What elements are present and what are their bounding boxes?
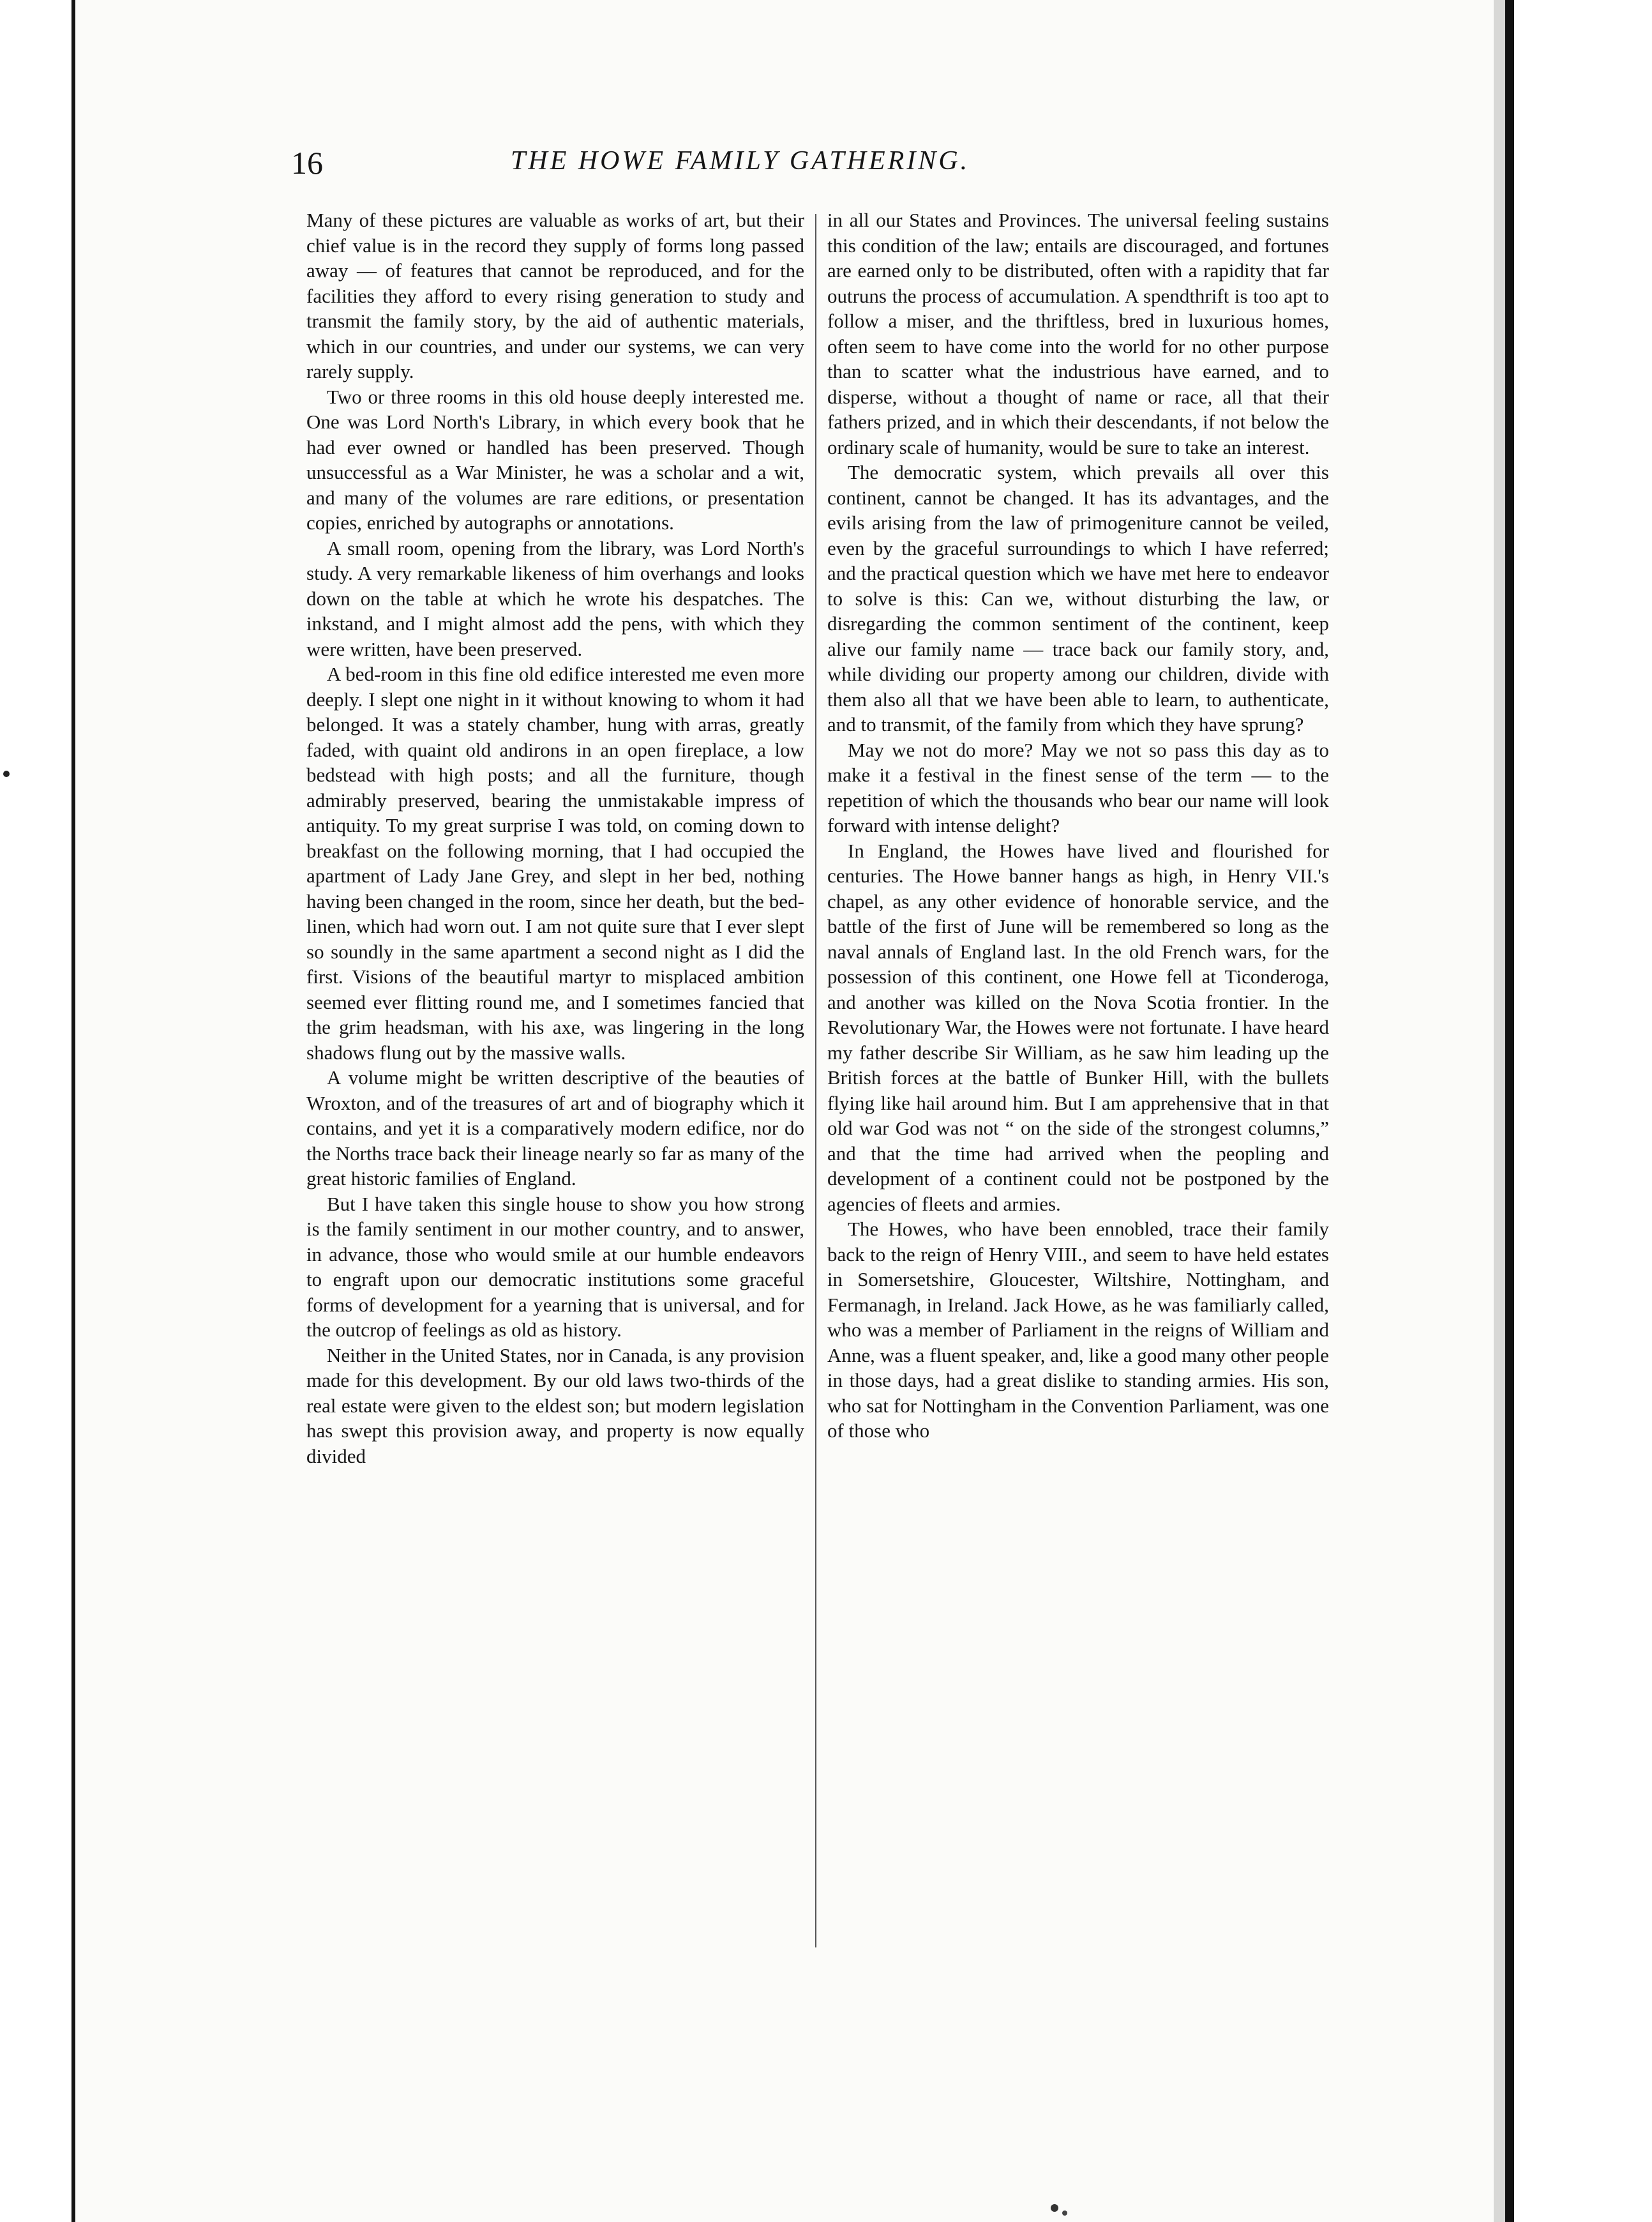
- paragraph: A volume might be written descriptive of the beauties of Wroxton, and of the treasures of art and of biography which it contains, and yet it is a comparatively modern edifice, nor do the Norths trace back their lineage nearly so far as many of the great historic families of England.: [306, 1066, 804, 1190]
- paragraph: The Howes, who have been ennobled, trace their family back to the reign of Henry VIII., and seem to have held estates in Somersetshire, Gloucester, Wiltshire, Nottingham, and Fermanagh, in Ireland. Jack Howe, as he was familiarly called, who was a member of Parliament in the reigns of William and Anne, was a fluent speaker, and, like a good many other people in those days, had a great dislike to standing armies. His son, who sat for Nottingham in the Convention Parliament, was one of those who: [827, 1218, 1329, 1442]
- paragraph: Neither in the United States, nor in Canada, is any provision made for this development. By our old laws two-thirds of the real estate were given to the eldest son; but modern legislation has swept this provision away, and property is now equally divided: [306, 1343, 804, 1467]
- paragraph: The democratic system, which prevails all over this continent, cannot be changed. It has its advantages, and the evils arising from the law of primogeniture cannot be veiled, even by the graceful surroundings to which I have referred; and the practical question which we have met here to endeavor to solve is this: Can we, without disturbing the law, or disregarding the common sentiment of the continent, keep alive our family name — trace back our family story, and, while dividing our property among our children, divide with them also all that we have been able to learn, to authenticate, and to transmit, of the family from which they have sprung?: [827, 461, 1329, 736]
- paragraph: In England, the Howes have lived and flourished for centuries. The Howe banner hangs as high, in Henry VII.'s chapel, as any other evidence of honorable service, and the battle of the first of June will be remembered so long as the naval annals of England last. In the old French wars, for the possession of this continent, one Howe fell at Ticonderoga, and another was killed on the Nova Scotia frontier. In the Revolutionary War, the Howes were not fortunate. I have heard my father describe Sir William, as he saw him leading up the British forces at the battle of Bunker Hill, with the bullets flying like hail around him. But I am apprehensive that in that old war God was not “ on the side of the strongest columns,” and that the time had arrived when the peopling and development of a continent could not be postponed by the agencies of fleets and armies.: [827, 839, 1329, 1215]
- paragraph: But I have taken this single house to show you how strong is the family sentiment in our mother country, and to answer, in advance, those who would smile at our humble endeavors to engraft upon our democratic institutions some graceful forms of development for a yearning that is universal, and for the outcrop of feelings as old as history.: [306, 1192, 804, 1341]
- paragraph: A bed-room in this fine old edifice interested me even more deeply. I slept one night in it without knowing to whom it had belonged. It was a stately chamber, hung with arras, greatly faded, with quaint old andirons in an open fireplace, a low bedstead with high posts; and all the furniture, though admirably preserved, bearing the unmistakable impress of antiquity. To my great surprise I was told, on coming down to breakfast on the following morning, that I had occupied the apartment of Lady Jane Grey, and slept in her bed, nothing having been changed in the room, since her death, but the bed-linen, which had worn out. I am not quite sure that I ever slept so soundly in the same apartment a second night as I did the first. Visions of the beautiful martyr to misplaced ambition seemed ever flitting round me, and I sometimes fancied that the grim headsman, with his axe, was lingering in the long shadows flung out by the massive walls.: [306, 663, 804, 1064]
- running-title: THE HOWE FAMILY GATHERING.: [511, 146, 970, 176]
- paragraph: A small room, opening from the library, was Lord North's study. A very remarkable likeness of him overhangs and looks down on the table at which he wrote his despatches. The inkstand, and I might almost add the pens, with which they were written, have been preserved.: [306, 536, 804, 660]
- paragraph: in all our States and Provinces. The universal feeling sustains this condition of the law; entails are discouraged, and fortunes are earned only to be distributed, often with a rapidity that far outruns the process of accumulation. A spendthrift is too apt to follow a miser, and the thriftless, bred in luxurious homes, often seem to have come into the world for no other purpose than to scatter what the industrious have earned, and to disperse, without a thought of name or race, all that their fathers prized, and in which their descendants, if not below the ordinary scale of humanity, would be sure to take an interest.: [827, 209, 1329, 458]
- page-number: 16: [291, 145, 323, 181]
- speck: [1062, 2211, 1067, 2216]
- paragraph: Many of these pictures are valuable as works of art, but their chief value is in the record they supply of forms long passed away — of features that cannot be reproduced, and for the facilities they afford to every rising generation to study and transmit the family story, by the aid of authentic materials, which in our countries, and under our systems, we can very rarely supply.: [306, 209, 804, 382]
- paragraph: May we not do more? May we not so pass this day as to make it a festival in the finest sense of the term — to the repetition of which the thousands who bear our name will look forward with intense delight?: [827, 738, 1329, 836]
- speck: [1051, 2204, 1058, 2212]
- paragraph: Two or three rooms in this old house deeply interested me. One was Lord North's Library, in which every book that he had ever owned or handled has been preserved. Though unsuccessful as a War Minister, he was a scholar and a wit, and many of the volumes are rare editions, or presentation copies, enriched by autographs or annotations.: [306, 385, 804, 534]
- speck: [3, 771, 10, 777]
